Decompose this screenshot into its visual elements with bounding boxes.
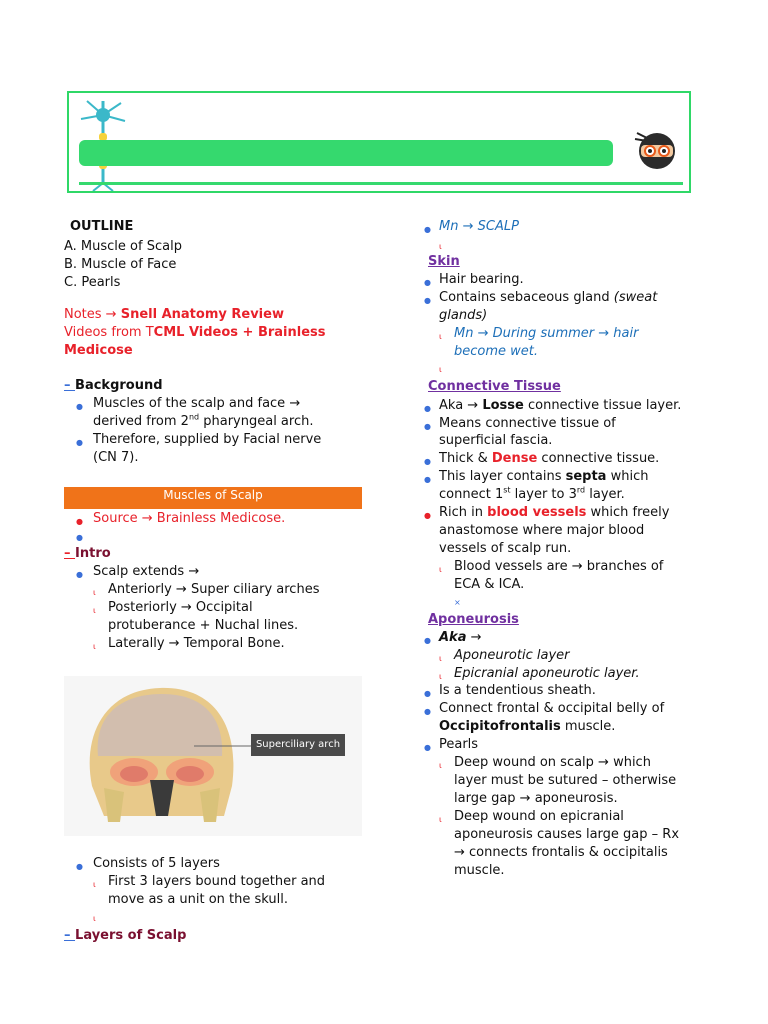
source-line: Source → Brainless Medicose. (93, 511, 286, 526)
bullet: ● (424, 422, 431, 431)
ct-line-2: Means connective tissue of (439, 416, 616, 431)
bullet: ● (76, 517, 83, 526)
banner-title-bar (79, 140, 613, 166)
apo-3b-post: muscle. (560, 719, 616, 734)
apo-aka-2: Epicranial aponeurotic layer. (454, 666, 640, 681)
skin-mnemonic-cont: become wet. (454, 344, 539, 359)
apo-3b-bold: Occipitofrontalis (439, 719, 561, 734)
ct-5-pre: Rich in (439, 505, 488, 520)
skin-2-italic: (sweat (613, 290, 658, 305)
superciliary-arch-label: Superciliary arch (251, 734, 345, 756)
heading-dash: – (64, 928, 76, 943)
intro-heading (64, 545, 111, 563)
outline-item-b: B. Muscle of Face (64, 257, 177, 272)
apo-aka (439, 629, 482, 647)
skin-2-pre: Contains sebaceous gland (439, 290, 614, 305)
ct-4b-pre: connect 1 (439, 487, 504, 502)
ct-line-5-sub: Blood vessels are → branches of (454, 559, 664, 574)
heading-dash: – (64, 378, 76, 393)
bullet: ● (424, 225, 431, 234)
bg-1b-pre: derived from 2 (93, 414, 189, 429)
intro-line-1: Scalp extends → (93, 564, 200, 579)
apo-aka-1: Aponeurotic layer (454, 648, 570, 663)
ct-5-bold: blood vessels (487, 505, 587, 520)
bullet: ι (93, 880, 96, 889)
bullet: × (454, 598, 461, 607)
bullet: ι (93, 588, 96, 597)
apo-pearl-2c: → connects frontalis & occipitalis (454, 845, 668, 860)
layers-line-1a: First 3 layers bound together and (108, 874, 326, 889)
mnemonic-scalp: Mn → SCALP (439, 219, 519, 234)
apo-line-4: Pearls (439, 737, 479, 752)
section-bar-muscles-of-scalp: Muscles of Scalp (64, 487, 362, 509)
videos-source: CML Videos + Brainless (153, 325, 326, 340)
bullet: ι (93, 606, 96, 615)
aponeurosis-heading: Aponeurosis (428, 612, 519, 627)
bullet: ● (76, 862, 83, 871)
outline-item-a: A. Muscle of Scalp (64, 239, 182, 254)
banner-underline (79, 182, 683, 185)
bullet: ● (424, 404, 431, 413)
bullet: ● (76, 533, 83, 542)
bullet: ι (439, 565, 442, 574)
skin-line-1: Hair bearing. (439, 272, 524, 287)
layers-title: Layers of Scalp (75, 928, 187, 943)
apo-aka-arrow: → (466, 630, 482, 645)
ct-4-post: which (606, 469, 649, 484)
ct-line-1 (439, 397, 681, 415)
intro-line-1b-cont: protuberance + Nuchal lines. (108, 618, 299, 633)
bullet: ι (439, 815, 442, 824)
videos-line (64, 324, 326, 342)
intro-title: Intro (75, 546, 111, 561)
bullet: ● (76, 570, 83, 579)
apo-pearl-1c: large gap → aponeurosis. (454, 791, 618, 806)
ct-4b-sup1: st (503, 485, 511, 495)
ct-4b-mid: layer to 3 (510, 487, 577, 502)
bullet: ● (424, 278, 431, 287)
notes-prefix: Notes → (64, 307, 121, 322)
header-banner (67, 91, 691, 193)
ninja-mascot-icon (633, 127, 677, 171)
apo-line-3: Connect frontal & occipital belly of (439, 701, 665, 716)
apo-pearl-1b: layer must be sutured – otherwise (454, 773, 677, 788)
ct-3-pre: Thick & (439, 451, 492, 466)
ct-1-post: connective tissue layer. (523, 398, 682, 413)
bullet: ● (424, 707, 431, 716)
background-title: Background (75, 378, 163, 393)
ct-line-4 (439, 468, 648, 486)
skull-illustration (64, 676, 362, 836)
apo-aka-bold: Aka (439, 630, 467, 645)
ct-line-4-cont (439, 486, 625, 504)
apo-line-3-cont (439, 718, 615, 736)
bullet: ι (439, 672, 442, 681)
ct-1-pre: Aka → (439, 398, 483, 413)
ct-line-2-cont: superficial fascia. (439, 433, 553, 448)
background-heading (64, 377, 163, 395)
connective-tissue-heading: Connective Tissue (428, 379, 561, 394)
bg-1b-post: pharyngeal arch. (199, 414, 314, 429)
layers-heading (64, 927, 186, 945)
bullet: ● (424, 511, 431, 520)
ct-3-post: connective tissue. (537, 451, 660, 466)
bg-line-2: Therefore, supplied by Facial nerve (93, 432, 322, 447)
layers-line-1: Consists of 5 layers (93, 856, 220, 871)
skin-line-2 (439, 289, 657, 307)
bullet: ● (424, 296, 431, 305)
apo-pearl-2: Deep wound on epicranial (454, 809, 624, 824)
bullet: ι (93, 914, 96, 923)
ct-4-bold: septa (565, 469, 607, 484)
apo-line-2: Is a tendentious sheath. (439, 683, 596, 698)
ct-5-post: which freely (586, 505, 670, 520)
bullet: ι (439, 654, 442, 663)
ct-4-pre: This layer contains (439, 469, 566, 484)
bullet: ● (424, 457, 431, 466)
bg-line-2b: (CN 7). (93, 450, 139, 465)
ct-line-5b: anastomose where major blood (439, 523, 645, 538)
videos-prefix: Videos from T (64, 325, 154, 340)
bullet: ● (424, 475, 431, 484)
heading-dash: – (64, 546, 76, 561)
apo-pearl-2b: aponeurosis causes large gap – Rx (454, 827, 680, 842)
ct-line-5c: vessels of scalp run. (439, 541, 572, 556)
bg-line-1: Muscles of the scalp and face → (93, 396, 301, 411)
intro-line-1c: Laterally → Temporal Bone. (108, 636, 285, 651)
bullet: ● (424, 636, 431, 645)
bullet: ι (439, 761, 442, 770)
bullet: ● (424, 743, 431, 752)
skin-heading: Skin (428, 254, 460, 269)
notes-source: Snell Anatomy Review (120, 307, 284, 322)
bg-1b-sup: nd (188, 412, 200, 422)
outline-title: OUTLINE (70, 219, 134, 234)
skin-line-2-cont: glands) (439, 308, 488, 323)
ct-4b-sup2: rd (576, 485, 586, 495)
bullet: ● (76, 402, 83, 411)
bullet: ι (93, 642, 96, 651)
ct-3-bold: Dense (491, 451, 538, 466)
videos-source-cont: Medicose (64, 343, 133, 358)
skull-image (64, 676, 362, 836)
layers-line-1a-cont: move as a unit on the skull. (108, 892, 289, 907)
outline-item-c: C. Pearls (64, 275, 121, 290)
ct-1-bold: Losse (482, 398, 524, 413)
ct-line-5 (439, 504, 669, 522)
intro-line-1a: Anteriorly → Super ciliary arches (108, 582, 320, 597)
ct-line-3 (439, 450, 659, 468)
bullet: ● (76, 438, 83, 447)
bullet: ι (439, 332, 442, 341)
bullet: ι (439, 242, 442, 251)
apo-pearl-2d: muscle. (454, 863, 505, 878)
ct-4b-post: layer. (585, 487, 625, 502)
bullet: ● (424, 689, 431, 698)
intro-line-1b: Posteriorly → Occipital (108, 600, 253, 615)
apo-pearl-1: Deep wound on scalp → which (454, 755, 651, 770)
ct-line-5-sub-cont: ECA & ICA. (454, 577, 525, 592)
bullet: ι (439, 365, 442, 374)
notes-line (64, 306, 284, 324)
bg-line-1b (93, 413, 313, 431)
skin-mnemonic: Mn → During summer → hair (454, 326, 639, 341)
